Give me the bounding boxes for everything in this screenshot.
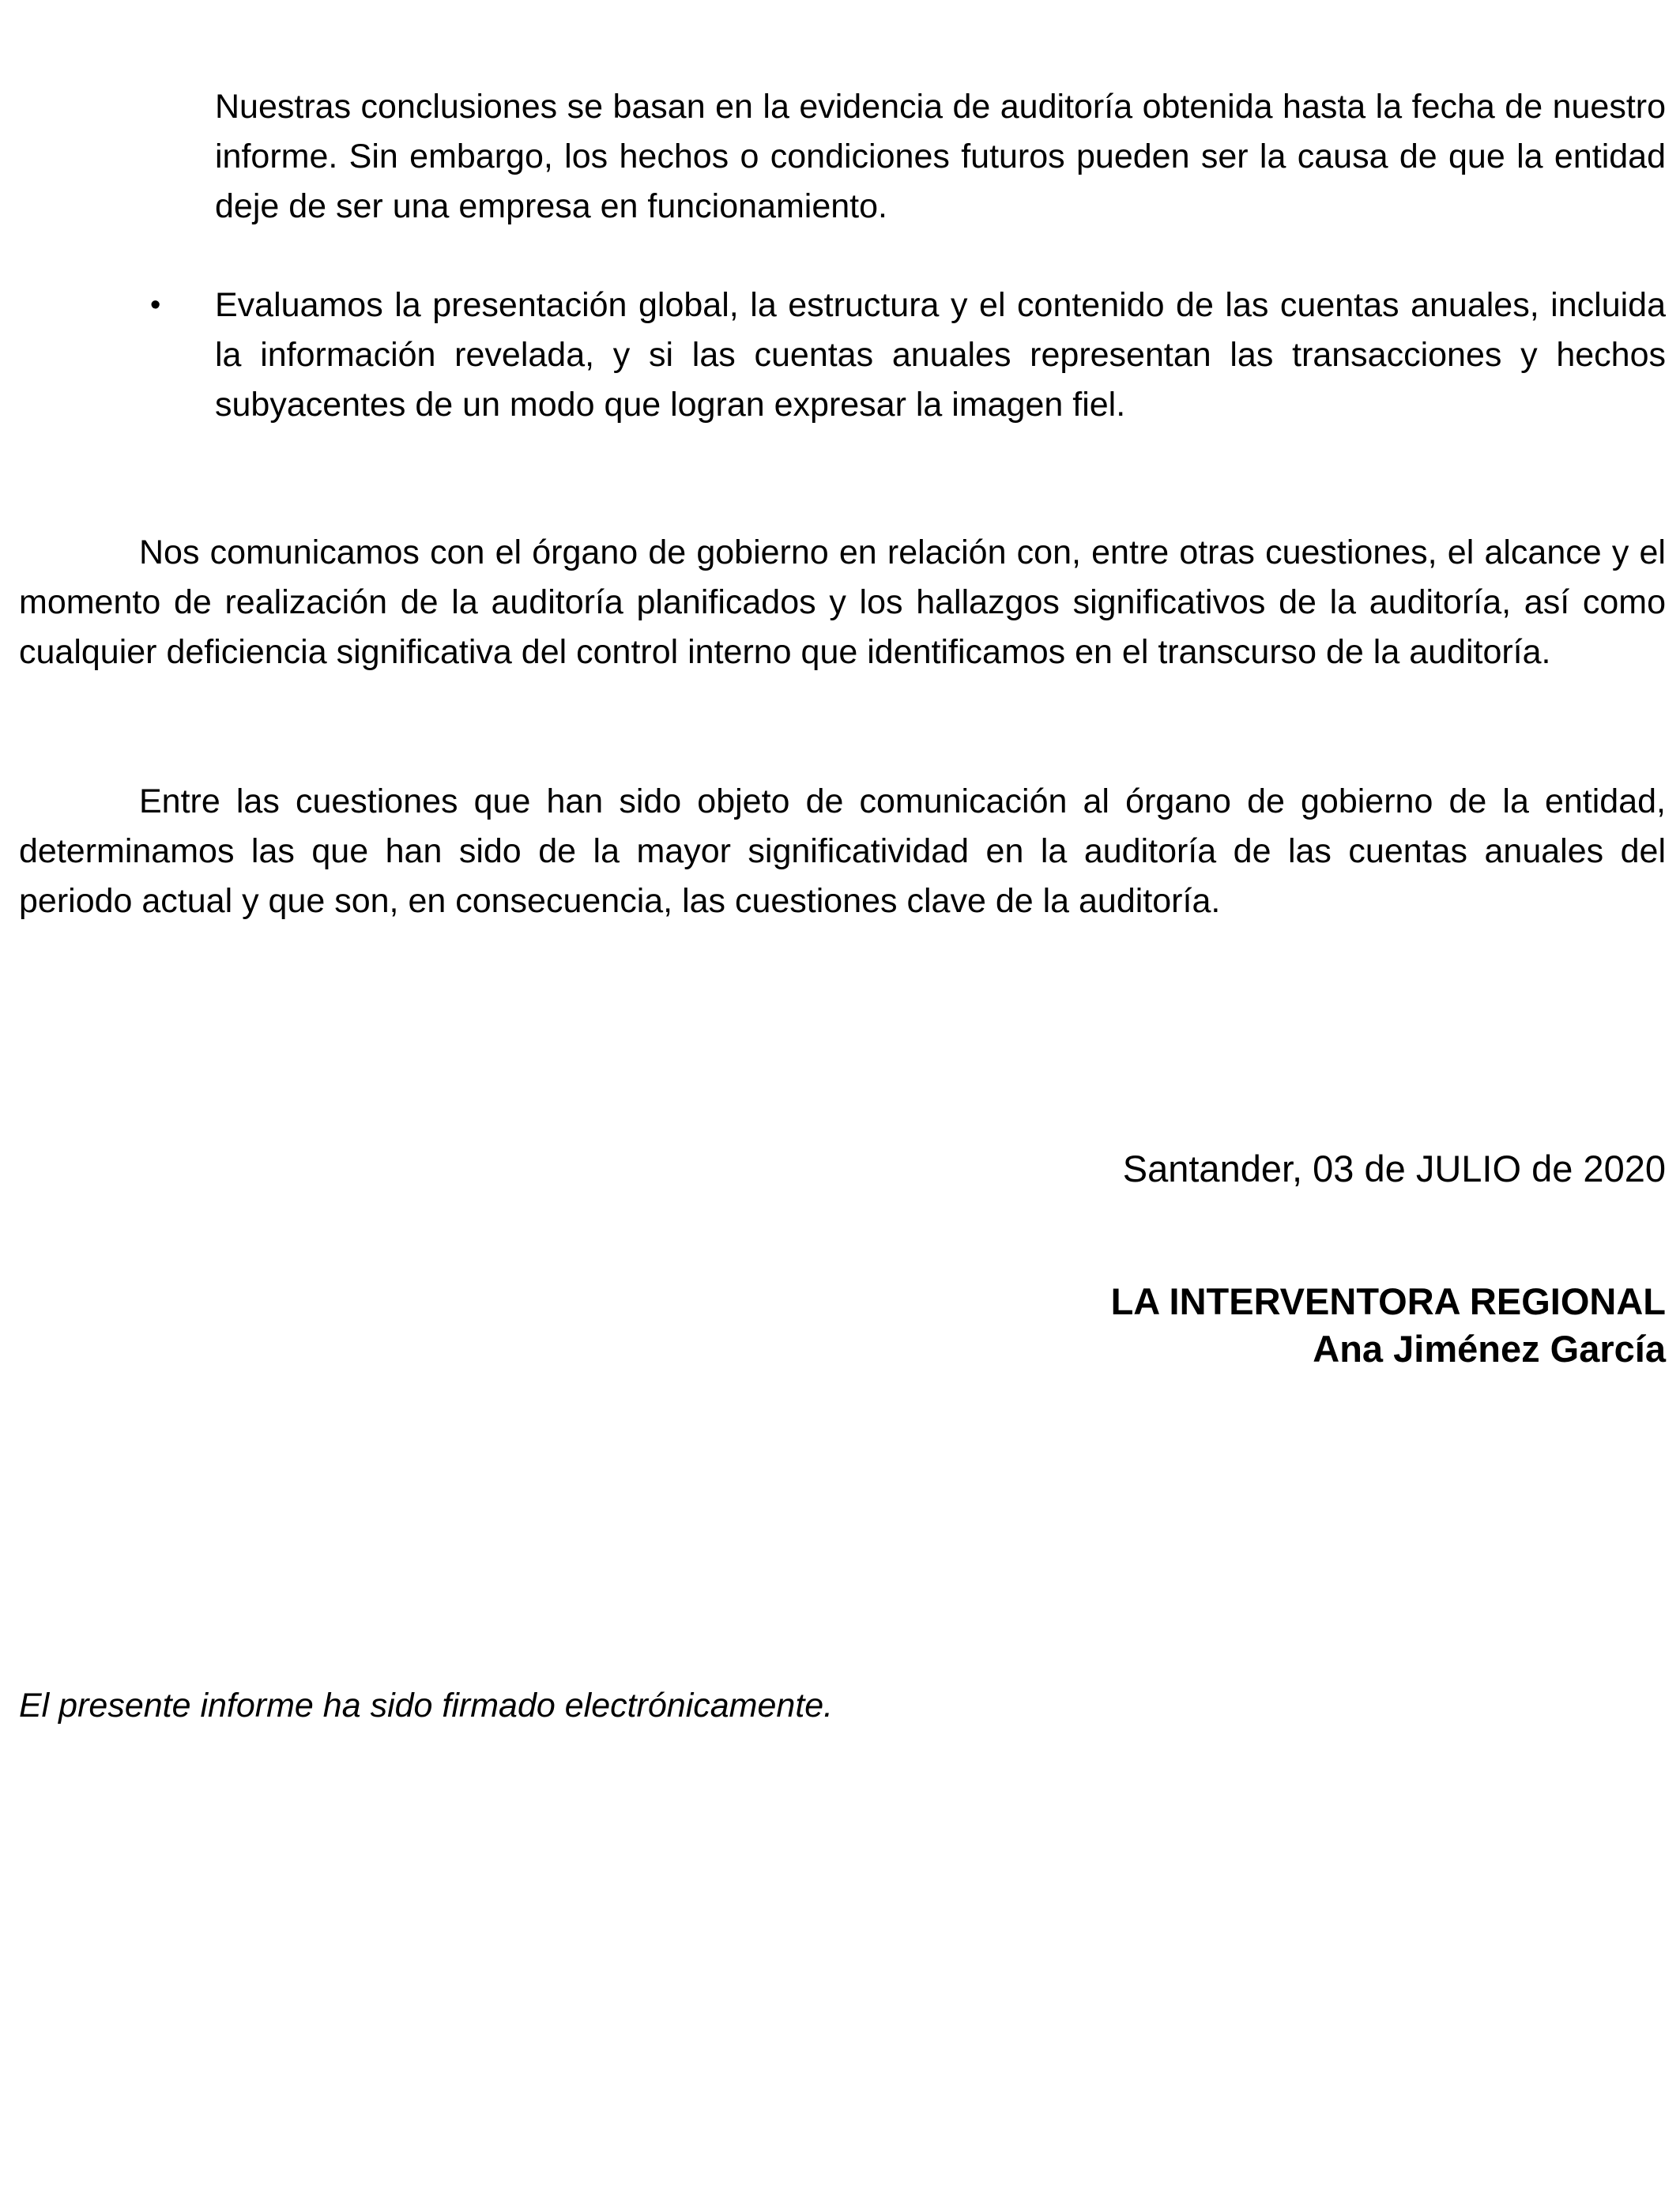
bullet-icon: • xyxy=(150,288,161,322)
date-line: Santander, 03 de JULIO de 2020 xyxy=(1122,1148,1666,1189)
bullet-text: Evaluamos la presentación global, la estructura y el contenido de las cuentas anuales, incluida la información revelada, y si las cuentas anuales representan las transacciones y hechos subyacentes de un modo que logran expresar la imagen fiel. xyxy=(215,286,1666,424)
signatory-name: Ana Jiménez García xyxy=(1313,1328,1666,1370)
electronic-signature-note: El presente informe ha sido firmado electrónicamente. xyxy=(19,1687,834,1725)
signatory-role: LA INTERVENTORA REGIONAL xyxy=(1110,1280,1666,1322)
paragraph-key-audit-matters: Entre las cuestiones que han sido objeto de comunicación al órgano de gobierno de la entidad, determinamos las que han sido de la mayor significatividad en la auditoría de las cuentas anuales del periodo actual y que son, en consecuencia, las cuestiones clave de la auditoría. xyxy=(19,782,1666,920)
paragraph-communication: Nos comunicamos con el órgano de gobierno en relación con, entre otras cuestiones, el alcance y el momento de realización de la auditoría planificados y los hallazgos significativos de la auditoría, así como cualquier deficiencia significativa del control interno que identificamos en el transcurso de la auditoría. xyxy=(19,533,1666,671)
continuation-paragraph: Nuestras conclusiones se basan en la evidencia de auditoría obtenida hasta la fecha de nuestro informe. Sin embargo, los hechos o condiciones futuros pueden ser la causa de que la entidad deje de ser una empresa en funcionamiento. xyxy=(215,88,1666,225)
bullet-list-item xyxy=(150,281,1666,430)
